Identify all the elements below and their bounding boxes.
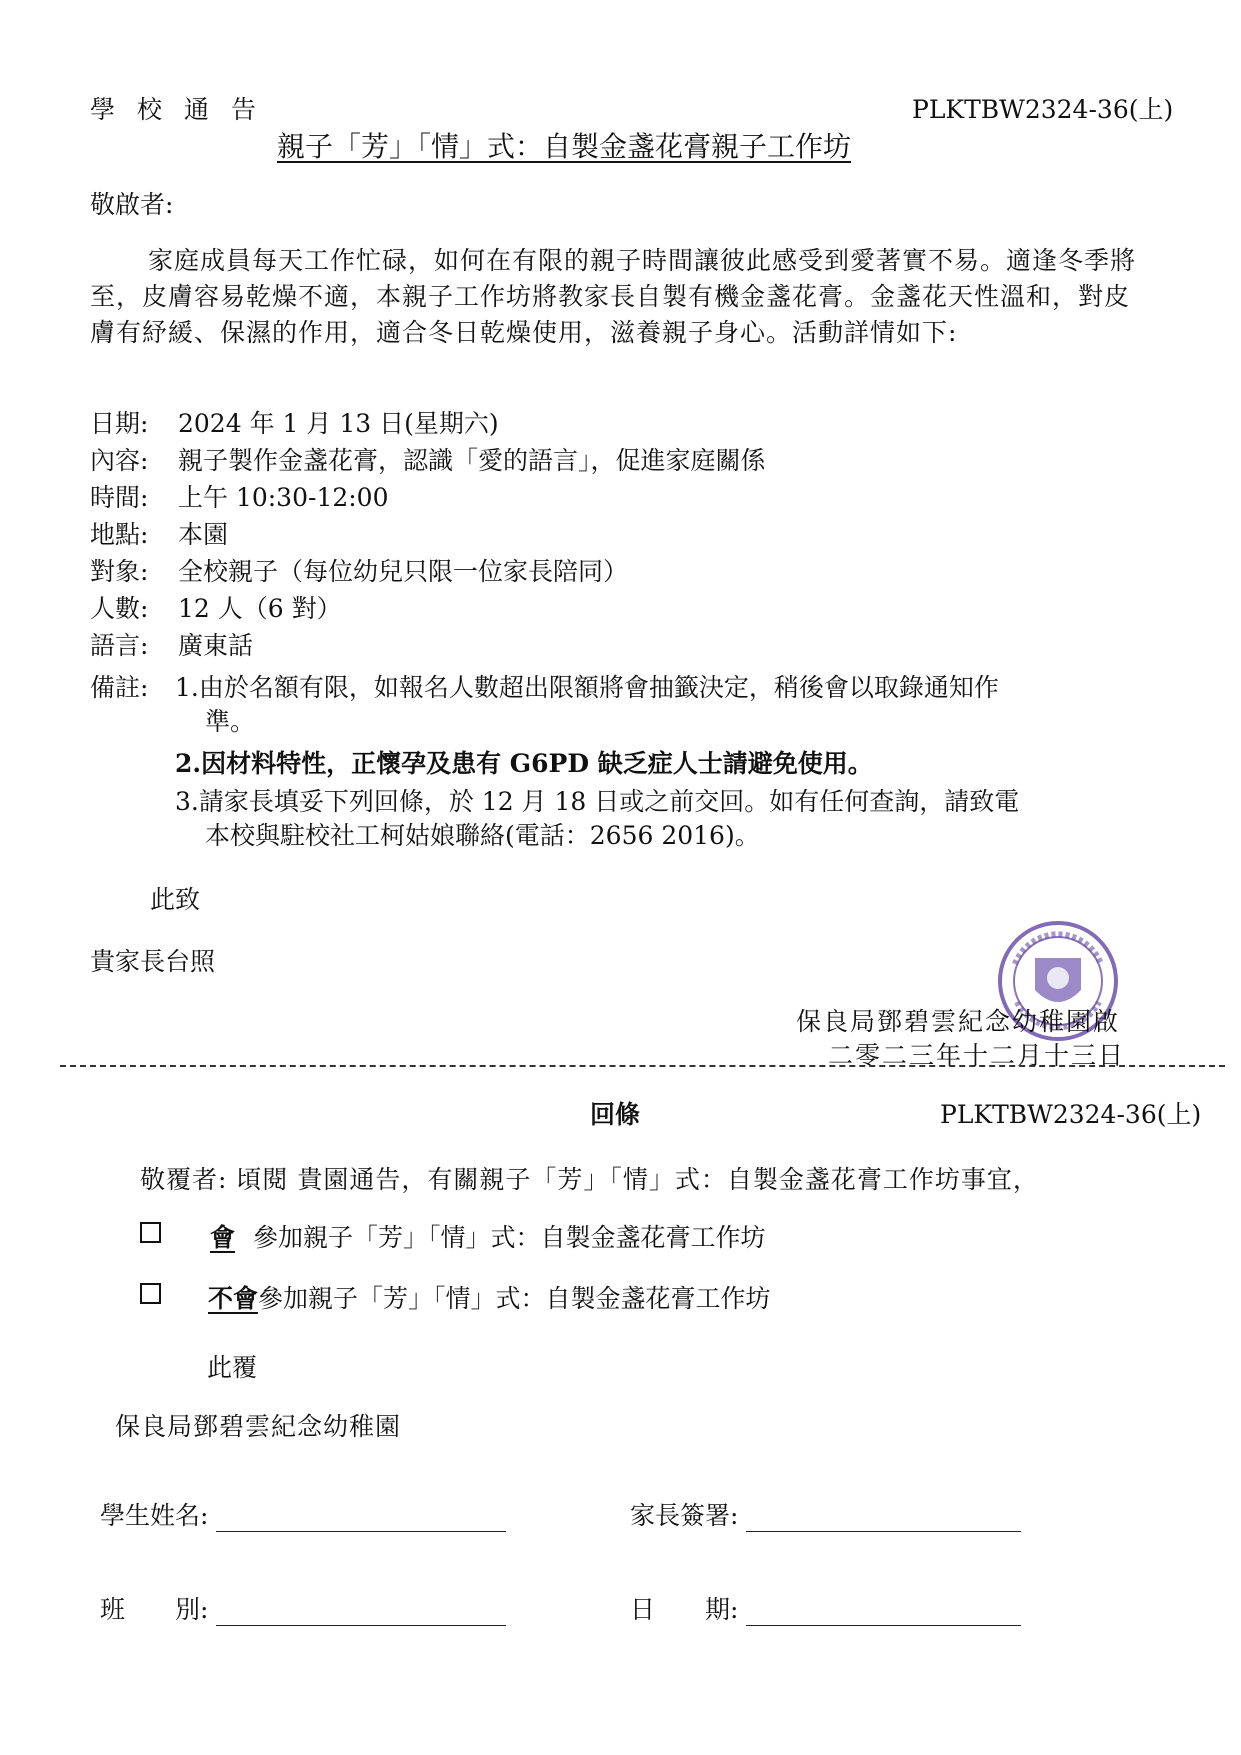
reply-intro: 敬覆者: 頃閱 貴園通告，有關親子「芳」「情」式：自製金盞花膏工作坊事宜， xyxy=(140,1165,1039,1194)
attend-option: 會 參加親子「芳」「情」式：自製金盞花膏工作坊 xyxy=(210,1223,766,1252)
reply-closing: 此覆 xyxy=(207,1353,258,1382)
student-name-field[interactable]: 學生姓名: xyxy=(100,1496,506,1532)
detail-time: 時間: 上午 10:30-12:00 xyxy=(90,483,389,512)
detail-quota: 人數: 12 人（6 對） xyxy=(90,594,342,623)
detail-date: 日期: 2024 年 1 月 13 日(星期六) xyxy=(90,409,499,438)
parent-signature-field[interactable]: 家長簽署: xyxy=(630,1496,1021,1532)
notice-title: 親子「芳」「情」式：自製金盞花膏親子工作坊 xyxy=(277,130,852,163)
letter-body: 家庭成員每天工作忙碌，如何在有限的親子時間讓彼此感受到愛著實不易。適逢冬季將至，皮膚容易乾燥不適，本親子工作坊將教家長自製有機金盞花膏。金盞花天性溫和，對皮膚有紓緩、保濕的作用，適合冬日乾燥使用，滋養親子身心。活動詳情如下: xyxy=(90,246,1137,347)
not-attend-checkbox[interactable] xyxy=(140,1283,161,1304)
remark-2: 2.因材料特性，正懷孕及患有 G6PD 缺乏症人士請避免使用。 xyxy=(175,749,873,778)
closing: 此致 xyxy=(150,885,201,914)
remark-1: 1.由於名額有限，如報名人數超出限額將會抽籤決定，稍後會以取錄通知作 xyxy=(175,673,999,702)
date-field[interactable]: 日 期: xyxy=(630,1590,1021,1626)
attend-checkbox[interactable] xyxy=(140,1222,161,1243)
remark-3: 3.請家長填妥下列回條，於 12 月 18 日或之前交回。如有任何查詢，請致電 xyxy=(175,787,1020,816)
greeting: 敬啟者: xyxy=(90,190,174,219)
detail-target: 對象: 全校親子（每位幼兒只限一位家長陪同） xyxy=(90,557,629,586)
remark-3-cont: 本校與駐校社工柯姑娘聯絡(電話：2656 2016)。 xyxy=(205,821,760,850)
sender: 保良局鄧碧雲紀念幼稚園啟 xyxy=(796,1007,1121,1036)
remarks-label: 備註: xyxy=(90,673,149,702)
detail-language: 語言: 廣東話 xyxy=(90,631,254,660)
class-field[interactable]: 班 別: xyxy=(100,1590,506,1626)
remark-1-cont: 準。 xyxy=(205,707,256,736)
detail-venue: 地點: 本園 xyxy=(90,520,229,549)
reply-title: 回條 xyxy=(590,1100,641,1129)
not-attend-option: 不會參加親子「芳」「情」式：自製金盞花膏工作坊 xyxy=(208,1284,771,1313)
reply-reference-number: PLKTBW2324-36(上) xyxy=(940,1100,1202,1129)
recipient: 貴家長台照 xyxy=(90,947,216,976)
reference-number: PLKTBW2324-36(上) xyxy=(912,95,1174,124)
detail-content: 內容: 親子製作金盞花膏，認識「愛的語言」，促進家庭關係 xyxy=(90,446,766,475)
letter-date: 二零二三年十二月十三日 xyxy=(828,1041,1126,1070)
cut-line xyxy=(60,1065,1225,1067)
reply-school: 保良局鄧碧雲紀念幼稚園 xyxy=(115,1412,402,1441)
notice-type: 學校通告 xyxy=(90,95,279,124)
